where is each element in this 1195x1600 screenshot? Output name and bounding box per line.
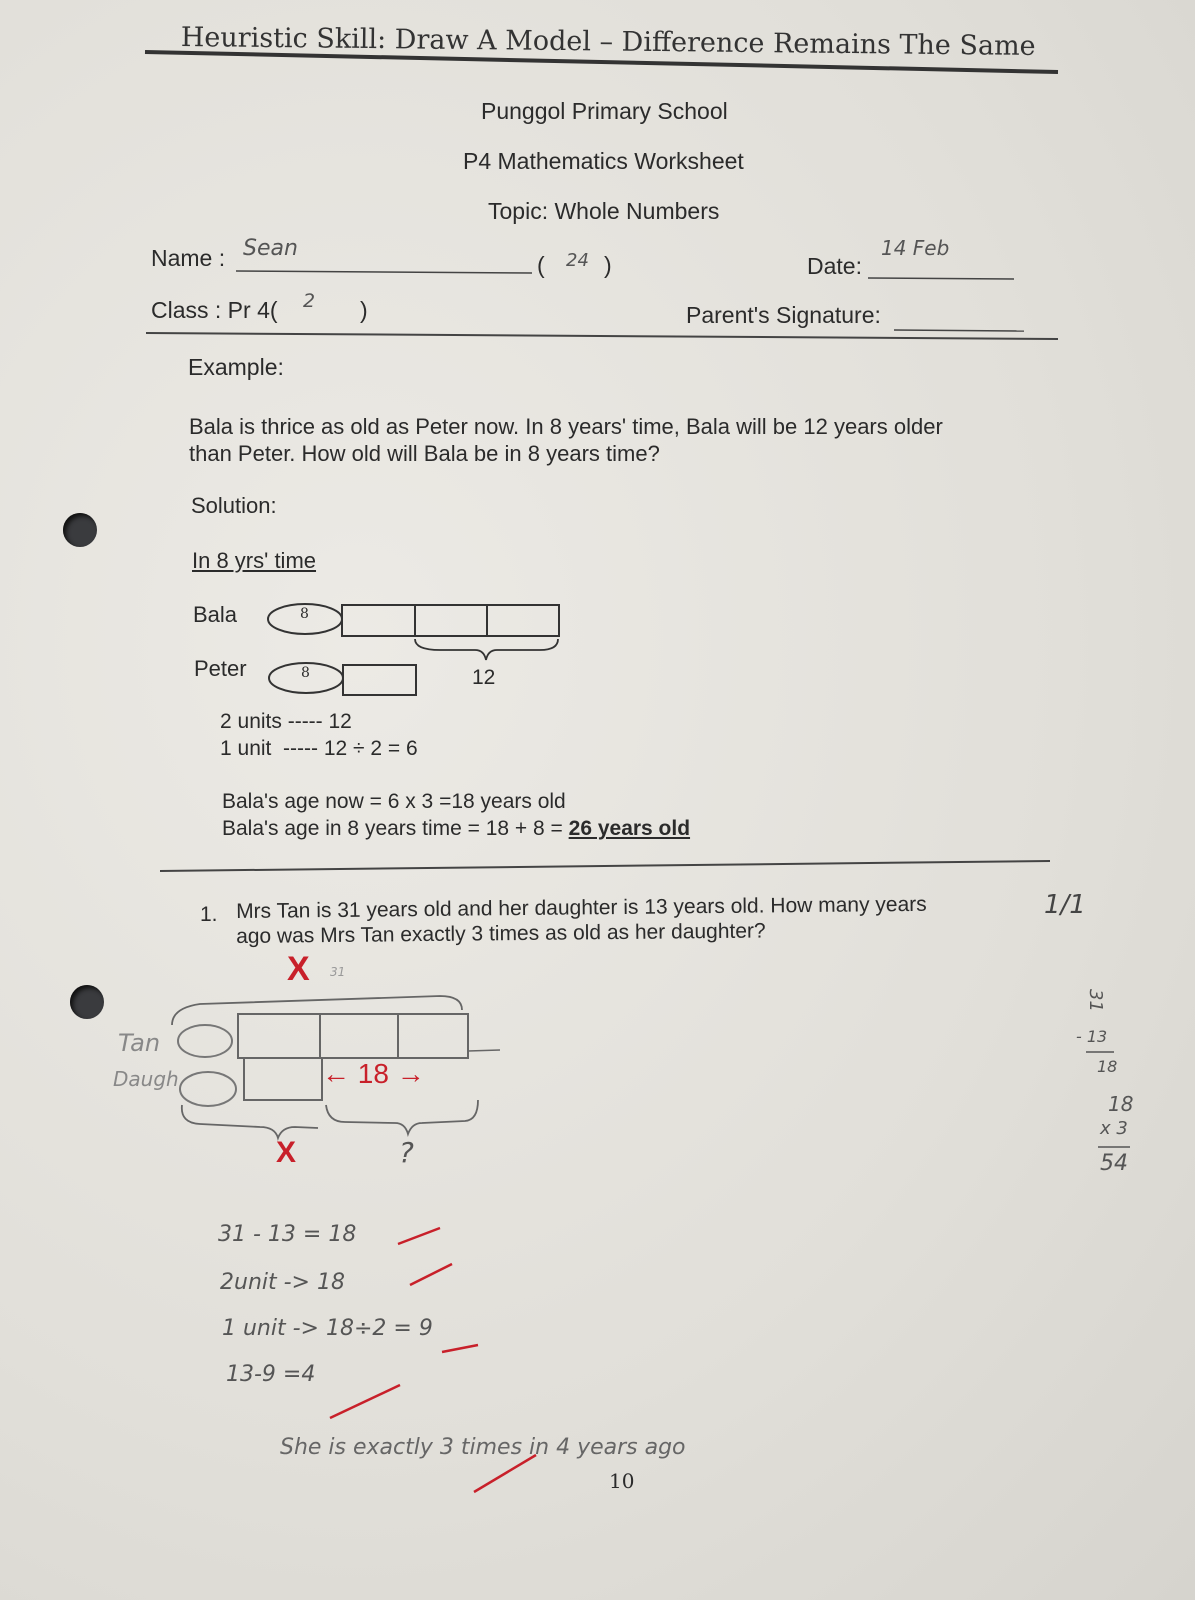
name-label: Name : bbox=[151, 245, 226, 271]
model-label-tan: Tan bbox=[118, 1029, 161, 1057]
top-brace-mark: X bbox=[287, 950, 310, 988]
question1-line2: ago was Mrs Tan exactly 3 times as old as her daughter? bbox=[236, 919, 766, 948]
date-value: 14 Feb bbox=[881, 236, 950, 260]
bala-unit-3 bbox=[487, 605, 559, 636]
peter-oval-value: 8 bbox=[301, 665, 310, 681]
student-daughter-oval bbox=[180, 1072, 236, 1106]
side-calc1-a: 31 bbox=[1084, 989, 1106, 1012]
signature-label: Parent's Signature: bbox=[686, 302, 881, 328]
punch-hole-bottom bbox=[70, 985, 104, 1019]
worksheet-title: Heuristic Skill: Draw A Model – Difference Remains The Same bbox=[180, 22, 1036, 62]
student-tan-oval bbox=[178, 1025, 232, 1057]
topic-line: Topic: Whole Numbers bbox=[488, 198, 720, 224]
model-label-daughter: Daugh bbox=[113, 1067, 179, 1091]
question1-line1: Mrs Tan is 31 years old and her daughter is 13 years old. How many years bbox=[236, 892, 927, 923]
score-mark: 1/1 bbox=[1044, 890, 1086, 920]
unknown-mark: ? bbox=[399, 1136, 414, 1169]
solution-step4 bbox=[222, 817, 690, 841]
index-close: ) bbox=[604, 252, 612, 278]
student-bottom-brace bbox=[182, 1105, 318, 1138]
brace-value-12: 12 bbox=[472, 666, 496, 689]
solution-subheading: In 8 yrs' time bbox=[192, 548, 317, 573]
working-line1: 31 - 13 = 18 bbox=[218, 1222, 357, 1247]
name-underline bbox=[236, 271, 532, 273]
peter-unit-1 bbox=[343, 665, 416, 695]
solution-label: Solution: bbox=[191, 493, 277, 518]
class-label: Class : Pr 4( bbox=[151, 297, 278, 323]
class-close: ) bbox=[360, 297, 368, 323]
date-underline bbox=[868, 278, 1014, 279]
student-bar-extension bbox=[468, 1050, 500, 1051]
solution-step3: Bala's age now = 6 x 3 =18 years old bbox=[222, 790, 566, 813]
bala-oval-value: 8 bbox=[300, 606, 309, 622]
working-line4: 13-9 =4 bbox=[226, 1362, 316, 1387]
tick-5 bbox=[474, 1455, 536, 1492]
page-number: 10 bbox=[609, 1469, 635, 1493]
solution-step4-prefix: Bala's age in 8 years time = 18 + 8 = bbox=[222, 817, 569, 840]
question1-number: 1. bbox=[200, 903, 218, 926]
working-line3: 1 unit -> 18÷2 = 9 bbox=[222, 1316, 433, 1341]
bottom-left-mark: X bbox=[276, 1136, 297, 1169]
side-calc1-b: - 13 bbox=[1076, 1027, 1108, 1046]
bala-brace bbox=[415, 639, 558, 660]
example-heading: Example: bbox=[188, 354, 284, 380]
bala-unit-2 bbox=[415, 605, 487, 636]
index-value: 24 bbox=[566, 250, 589, 271]
answer-sentence: She is exactly 3 times in 4 years ago bbox=[280, 1435, 686, 1460]
student-tan-bar bbox=[238, 1014, 468, 1058]
index-open: ( bbox=[537, 252, 545, 278]
side-calc1-c: 18 bbox=[1097, 1057, 1118, 1076]
bala-unit-1 bbox=[342, 605, 415, 636]
punch-hole-top bbox=[63, 513, 97, 547]
side-calc2-b: x 3 bbox=[1100, 1118, 1128, 1139]
date-label: Date: bbox=[807, 253, 862, 279]
example-question-line1: Bala is thrice as old as Peter now. In 8 years' time, Bala will be 12 years older bbox=[189, 414, 943, 439]
top-brace-note: 31 bbox=[330, 965, 346, 979]
solution-answer: 26 years old bbox=[568, 817, 691, 840]
solution-step1: 2 units ----- 12 bbox=[220, 710, 352, 733]
tick-4 bbox=[330, 1385, 400, 1418]
name-value: Sean bbox=[243, 236, 298, 261]
tick-1 bbox=[398, 1228, 440, 1244]
signature-underline bbox=[894, 330, 1024, 331]
solution-step2: 1 unit ----- 12 ÷ 2 = 6 bbox=[220, 737, 418, 760]
example-divider bbox=[160, 861, 1050, 871]
form-divider bbox=[146, 333, 1058, 339]
student-top-brace bbox=[172, 996, 462, 1025]
class-value: 2 bbox=[303, 290, 316, 312]
tick-2 bbox=[410, 1264, 452, 1285]
working-line2: 2unit -> 18 bbox=[220, 1270, 345, 1295]
student-daughter-bar bbox=[244, 1058, 322, 1100]
school-name: Punggol Primary School bbox=[481, 98, 728, 124]
tick-3 bbox=[442, 1345, 478, 1352]
student-bottom-brace-right bbox=[326, 1100, 478, 1134]
arrow-18-label: ← 18 → bbox=[322, 1058, 425, 1089]
side-calc2-a: 18 bbox=[1108, 1092, 1134, 1116]
side-calc2-c: 54 bbox=[1100, 1151, 1128, 1176]
bala-label: Bala bbox=[193, 602, 238, 627]
example-question-line2: than Peter. How old will Bala be in 8 years time? bbox=[189, 441, 660, 466]
worksheet-subject: P4 Mathematics Worksheet bbox=[463, 148, 744, 174]
peter-label: Peter bbox=[194, 656, 247, 681]
